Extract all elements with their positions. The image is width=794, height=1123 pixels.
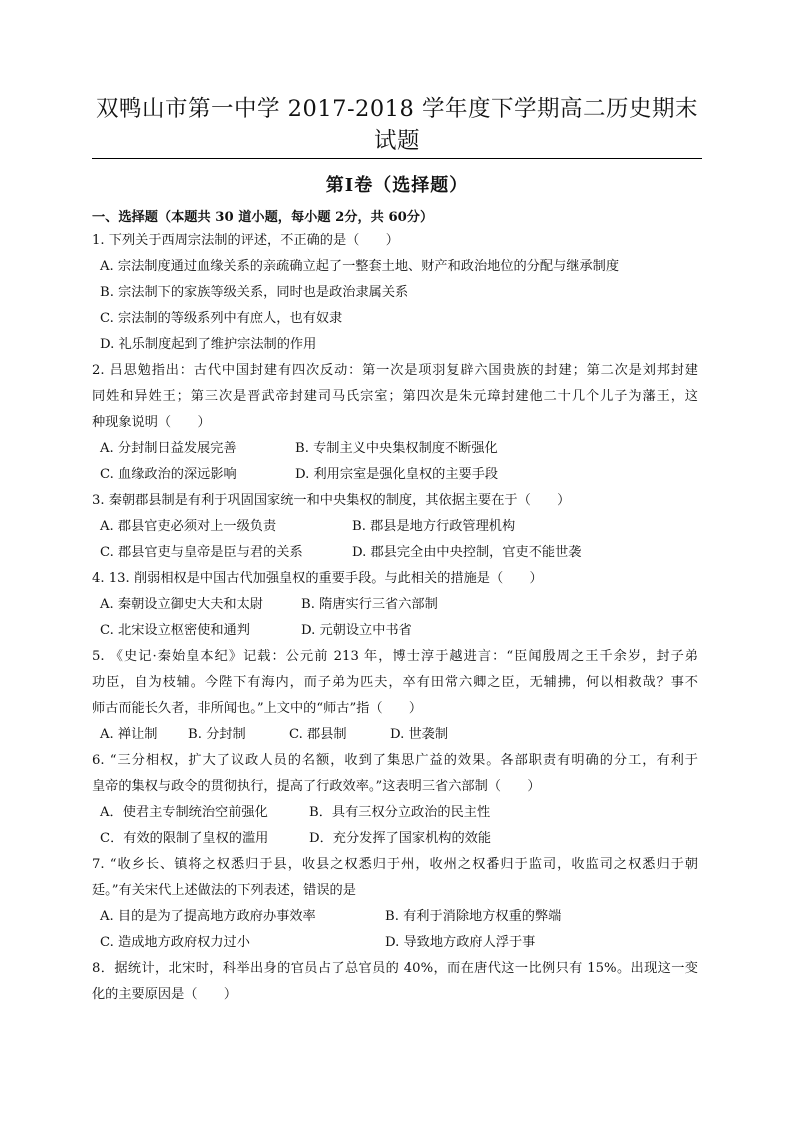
- question-1-stem: 1. 下列关于西周宗法制的评述，不正确的是（ ）: [92, 233, 399, 248]
- question-2-option-d: D. 利用宗室是强化皇权的主要手段: [295, 467, 499, 482]
- question-5-option-d: D. 世袭制: [390, 727, 449, 742]
- question-7-stem-line2: 廷。”有关宋代上述做法的下列表述，错误的是: [92, 883, 356, 898]
- question-4-option-d: D. 元朝设立中书省: [301, 623, 412, 638]
- exam-title-line1: 双鸭山市第一中学 2017-2018 学年度下学期高二历史期末: [96, 96, 698, 122]
- question-7-option-a: A. 目的是为了提高地方政府办事效率: [100, 909, 316, 924]
- question-5-option-a: A. 禅让制: [100, 727, 158, 742]
- question-1-option-c: C. 宗法制的等级系列中有庶人，也有奴隶: [100, 311, 343, 326]
- part-title: 第Ⅰ卷（选择题）: [325, 175, 469, 196]
- section-heading: 一、选择题（本题共 30 道小题，每小题 2分，共 60分）: [92, 210, 434, 225]
- question-7-stem-line1: 7. “收乡长、镇将之权悉归于县，收县之权悉归于州，收州之权番归于监司，收监司之权悉归于朝: [92, 857, 698, 872]
- question-3-option-c: C. 郡县官吏与皇帝是臣与君的关系: [100, 545, 303, 560]
- question-2-option-c: C. 血缘政治的深远影响: [100, 467, 237, 482]
- question-6-option-c: C．有效的限制了皇权的滥用: [100, 831, 269, 846]
- question-2-option-a: A. 分封制日益发展完善: [100, 441, 237, 456]
- question-7-option-c: C. 造成地方政府权力过小: [100, 935, 250, 950]
- question-2-stem-line1: 2. 吕思勉指出：古代中国封建有四次反动：第一次是项羽复辟六国贵族的封建；第二次是刘邦封建: [92, 363, 698, 378]
- title-divider: [92, 158, 702, 159]
- question-1-option-a: A. 宗法制度通过血缘关系的亲疏确立起了一整套土地、财产和政治地位的分配与继承制度: [100, 259, 620, 274]
- question-4-option-b: B. 隋唐实行三省六部制: [301, 597, 438, 612]
- question-3-option-b: B. 郡县是地方行政管理机构: [352, 519, 516, 534]
- question-4-stem: 4. 13. 削弱相权是中国古代加强皇权的重要手段。与此相关的措施是（ ）: [92, 571, 543, 586]
- question-5-stem-line2: 功臣，自为枝辅。今陛下有海内，而子弟为匹夫，卒有田常六卿之臣，无辅拂，何以相救哉？事不: [92, 675, 698, 690]
- question-5-stem-line1: 5. 《史记·秦始皇本纪》记载：公元前 213 年，博士淳于越进言：“臣闻殷周之王千余岁，封子弟: [92, 649, 698, 664]
- question-6-option-a: A．使君主专制统治空前强化: [100, 805, 268, 820]
- question-4-option-c: C. 北宋设立枢密使和通判: [100, 623, 250, 638]
- question-1-option-d: D. 礼乐制度起到了维护宗法制的作用: [100, 337, 317, 352]
- question-5-option-b: B. 分封制: [188, 727, 246, 742]
- question-2-option-b: B. 专制主义中央集权制度不断强化: [295, 441, 498, 456]
- question-2-stem-line3: 种现象说明（ ）: [92, 415, 211, 430]
- question-8-stem-line1: 8．据统计，北宋时，科举出身的官员占了总官员的 40%，而在唐代这一比例只有 15%。出现这一变: [92, 961, 698, 976]
- question-6-option-b: B．具有三权分立政治的民主性: [309, 805, 491, 820]
- question-8-stem-line2: 化的主要原因是（ ）: [92, 987, 238, 1002]
- question-3-option-a: A. 郡县官吏必须对上一级负责: [100, 519, 277, 534]
- question-5-stem-line3: 师古而能长久者，非所闻也。”上文中的“师古”指（ ）: [92, 701, 423, 716]
- question-1-option-b: B. 宗法制下的家族等级关系，同时也是政治隶属关系: [100, 285, 409, 300]
- question-6-option-d: D．充分发挥了国家机构的效能: [309, 831, 492, 846]
- question-6-stem-line1: 6. “三分相权，扩大了议政人员的名额，收到了集思广益的效果。各部职责有明确的分工，有利于: [92, 753, 698, 768]
- question-7-option-b: B. 有利于消除地方权重的弊端: [385, 909, 562, 924]
- question-4-option-a: A. 秦朝设立御史大夫和太尉: [100, 597, 263, 612]
- exam-title-line2: 试题: [373, 128, 420, 154]
- question-6-stem-line2: 皇帝的集权与政令的贯彻执行，提高了行政效率。”这表明三省六部制（ ）: [92, 779, 541, 794]
- question-2-stem-line2: 同姓和异姓王；第三次是晋武帝封建司马氏宗室；第四次是朱元璋封建他二十几个儿子为藩王，这: [92, 389, 698, 404]
- question-3-stem: 3. 秦朝郡县制是有利于巩固国家统一和中央集权的制度，其依据主要在于（ ）: [92, 493, 571, 508]
- question-5-option-c: C. 郡县制: [289, 727, 347, 742]
- question-3-option-d: D. 郡县完全由中央控制，官吏不能世袭: [352, 545, 582, 560]
- question-7-option-d: D. 导致地方政府人浮于事: [385, 935, 536, 950]
